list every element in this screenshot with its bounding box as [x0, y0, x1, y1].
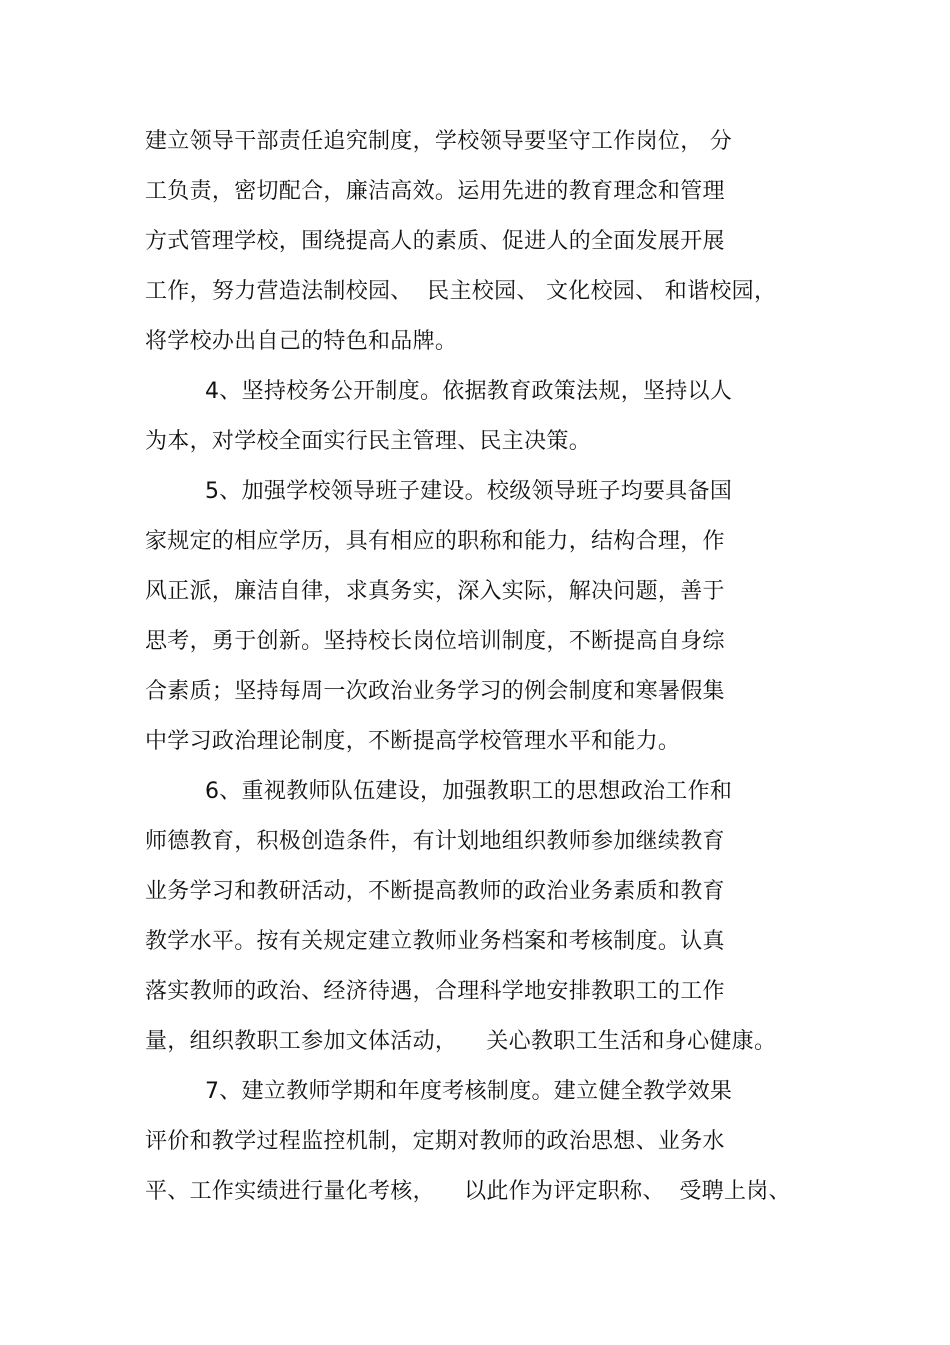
text-line: 业务学习和教研活动，不断提高教师的政治业务素质和教育	[145, 879, 725, 904]
text-line: 教学水平。按有关规定建立教师业务档案和考核制度。认真	[145, 929, 725, 954]
text-line: 落实教师的政治、经济待遇，合理科学地安排教职工的工作	[145, 979, 725, 1004]
text-line: 平、工作实绩进行量化考核， 以此作为评定职称、 受聘上岗、	[145, 1179, 791, 1204]
text-line: 量，组织教职工参加文体活动， 关心教职工生活和身心健康。	[145, 1029, 777, 1054]
text-line: 家规定的相应学历，具有相应的职称和能力，结构合理，作	[145, 529, 725, 554]
text-line: 评价和教学过程监控机制，定期对教师的政治思想、业务水	[145, 1129, 725, 1154]
text-line: 合素质；坚持每周一次政治业务学习的例会制度和寒暑假集	[145, 679, 725, 704]
paragraph-start-line: 6、重视教师队伍建设，加强教职工的思想政治工作和	[205, 779, 733, 804]
paragraph-start-line: 5、加强学校领导班子建设。校级领导班子均要具备国	[205, 479, 733, 504]
text-line: 建立领导干部责任追究制度，学校领导要坚守工作岗位， 分	[145, 129, 733, 154]
text-line: 工负责，密切配合，廉洁高效。运用先进的教育理念和管理	[145, 179, 725, 204]
text-line: 工作，努力营造法制校园、 民主校园、 文化校园、 和谐校园，	[145, 279, 777, 304]
text-line: 师德教育，积极创造条件，有计划地组织教师参加继续教育	[145, 829, 725, 854]
text-line: 中学习政治理论制度，不断提高学校管理水平和能力。	[145, 729, 681, 754]
text-line: 风正派，廉洁自律，求真务实，深入实际，解决问题，善于	[145, 579, 725, 604]
paragraph-start-line: 4、坚持校务公开制度。依据教育政策法规，坚持以人	[205, 379, 733, 404]
text-line: 为本，对学校全面实行民主管理、民主决策。	[145, 429, 592, 454]
text-line: 思考，勇于创新。坚持校长岗位培训制度，不断提高自身综	[145, 629, 725, 654]
paragraph-start-line: 7、建立教师学期和年度考核制度。建立健全教学效果	[205, 1079, 733, 1104]
text-line: 将学校办出自己的特色和品牌。	[145, 329, 458, 354]
text-line: 方式管理学校，围绕提高人的素质、促进人的全面发展开展	[145, 229, 725, 254]
